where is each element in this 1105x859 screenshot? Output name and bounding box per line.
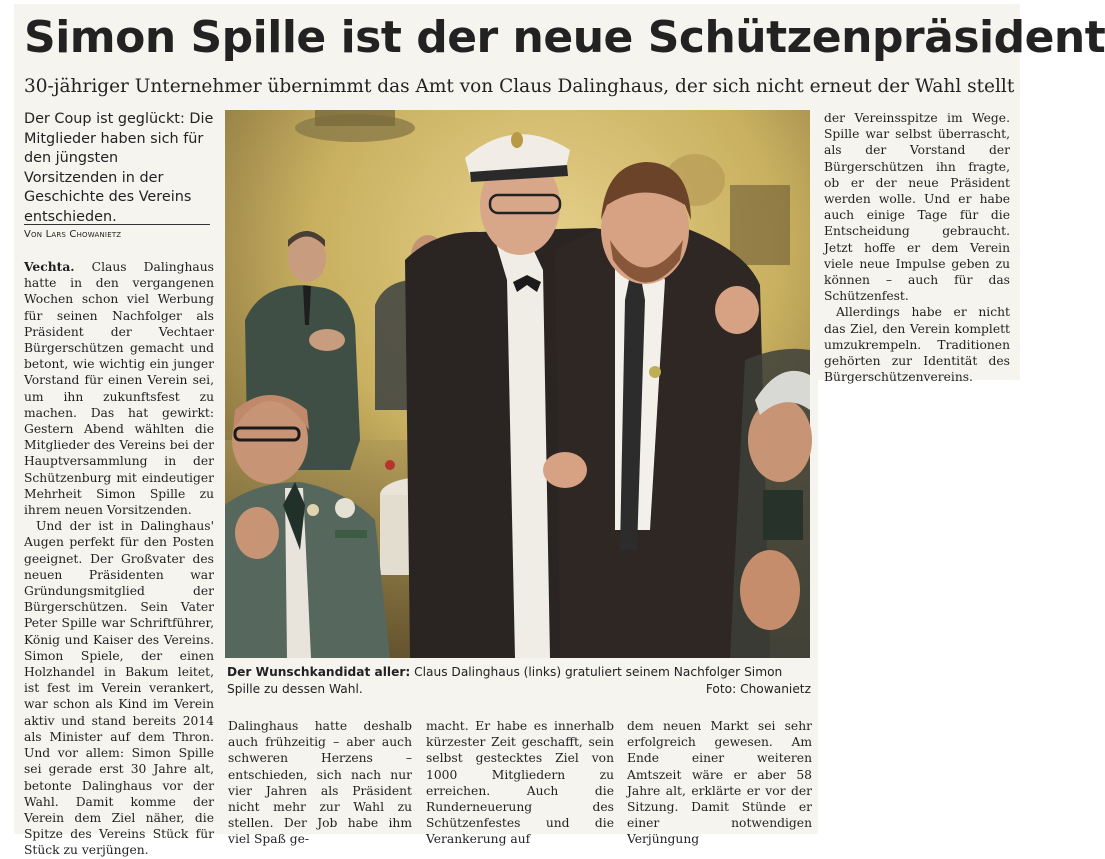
paragraph: Allerdings habe er nicht das Ziel, den Verein komplett umzukrempeln. Traditionen gehörten zur Identität des Bürgerschützenvereins. [824,305,1010,385]
clipping-cutout [818,380,1024,834]
article-column-3: macht. Er habe es innerhalb kürzester Zeit geschafft, sein selbst gestecktes Ziel von 1000 Mitgliedern zu erreichen. Auch die Runderneuerung des Schützenfestes und die Verankerung auf [426,719,614,847]
photo-caption [227,664,811,698]
article-photo [225,110,810,658]
photo-credit: Foto: Chowanietz [705,682,811,696]
byline: Von Lars Chowanietz [24,229,122,240]
byline-divider [24,224,210,225]
paragraph-text: Claus Dalinghaus hatte in den vergangenen Wochen schon viel Werbung für seinen Nachfolger als Präsident der Vechtaer Bürgerschützen gemacht und betont, wie wichtig ein junger Vorstand für einen Verein sei, um ihn zukunftsfest zu machen. Das hat gewirkt: Gestern Abend wählten die Mitglieder des Vereins bei der Hauptversammlung in der Schützenburg mit eindeutiger Mehrheit Simon Spille zu ihrem neuen Vorsitzenden. [24,260,214,518]
paragraph-intro [24,259,214,518]
article-column-1 [24,259,214,859]
subheadline: 30-jähriger Unternehmer übernimmt das Amt von Claus Dalinghaus, der sich nicht erneut der Wahl stellt [24,76,1015,97]
article-column-2: Dalinghaus hatte deshalb auch frühzeitig – aber auch schweren Herzens – entschieden, sich nach nur vier Jahren als Präsident nicht mehr zur Wahl zu stellen. Der Job habe ihm viel Spaß ge- [228,719,412,847]
paragraph: der Vereinsspitze im Wege. Spille war selbst überrascht, als der Vorstand der Bürgerschützen ihn fragte, ob er der neue Präsident werden wolle. Und er habe auch einige Tage für die Entscheidung gebraucht. Jetzt hoffe er dem Verein viele neue Impulse geben zu können – auch für das Schützenfest. [824,111,1010,304]
teaser: Der Coup ist geglückt: Die Mitglieder haben sich für den jüngsten Vorsitzenden in der Geschichte des Vereins entschieden. [24,111,214,225]
article-column-4: dem neuen Markt sei sehr erfolgreich gewesen. Am Ende einer weiteren Amtszeit wäre er aber 58 Jahre alt, erklärte er vor der Sitzung. Damit Stünde er einer notwendigen Verjüngung [627,719,812,847]
dateline: Vechta. [24,259,75,274]
caption-lead: Der Wunschkandidat aller: [227,665,411,679]
article-column-5 [824,110,1010,385]
caption-text: Claus Dalinghaus (links) gratuliert seinem Nachfolger Simon Spille zu dessen Wahl. [227,665,783,696]
headline: Simon Spille ist der neue Schützenpräsident [24,12,1105,63]
paragraph: Und der ist in Dalinghaus' Augen perfekt für den Posten geeignet. Der Großvater des neuen Präsidenten war Gründungsmitglied der Bürgerschützen. Sein Vater Peter Spille war Schriftführer, König und Kaiser des Vereins. Simon Spiele, der einen Holzhandel in Bakum leitet, ist fest im Verein verankert, war schon als Kind im Verein aktiv und stand bereits 2014 als Minister auf dem Thron. Und vor allem: Simon Spille sei gerade erst 30 Jahre alt, betonte Dalinghaus vor der Wahl. Damit komme der Verein dem Ziel näher, die Spitze des Vereins Stück für Stück zu verjüngen. [24,519,214,858]
